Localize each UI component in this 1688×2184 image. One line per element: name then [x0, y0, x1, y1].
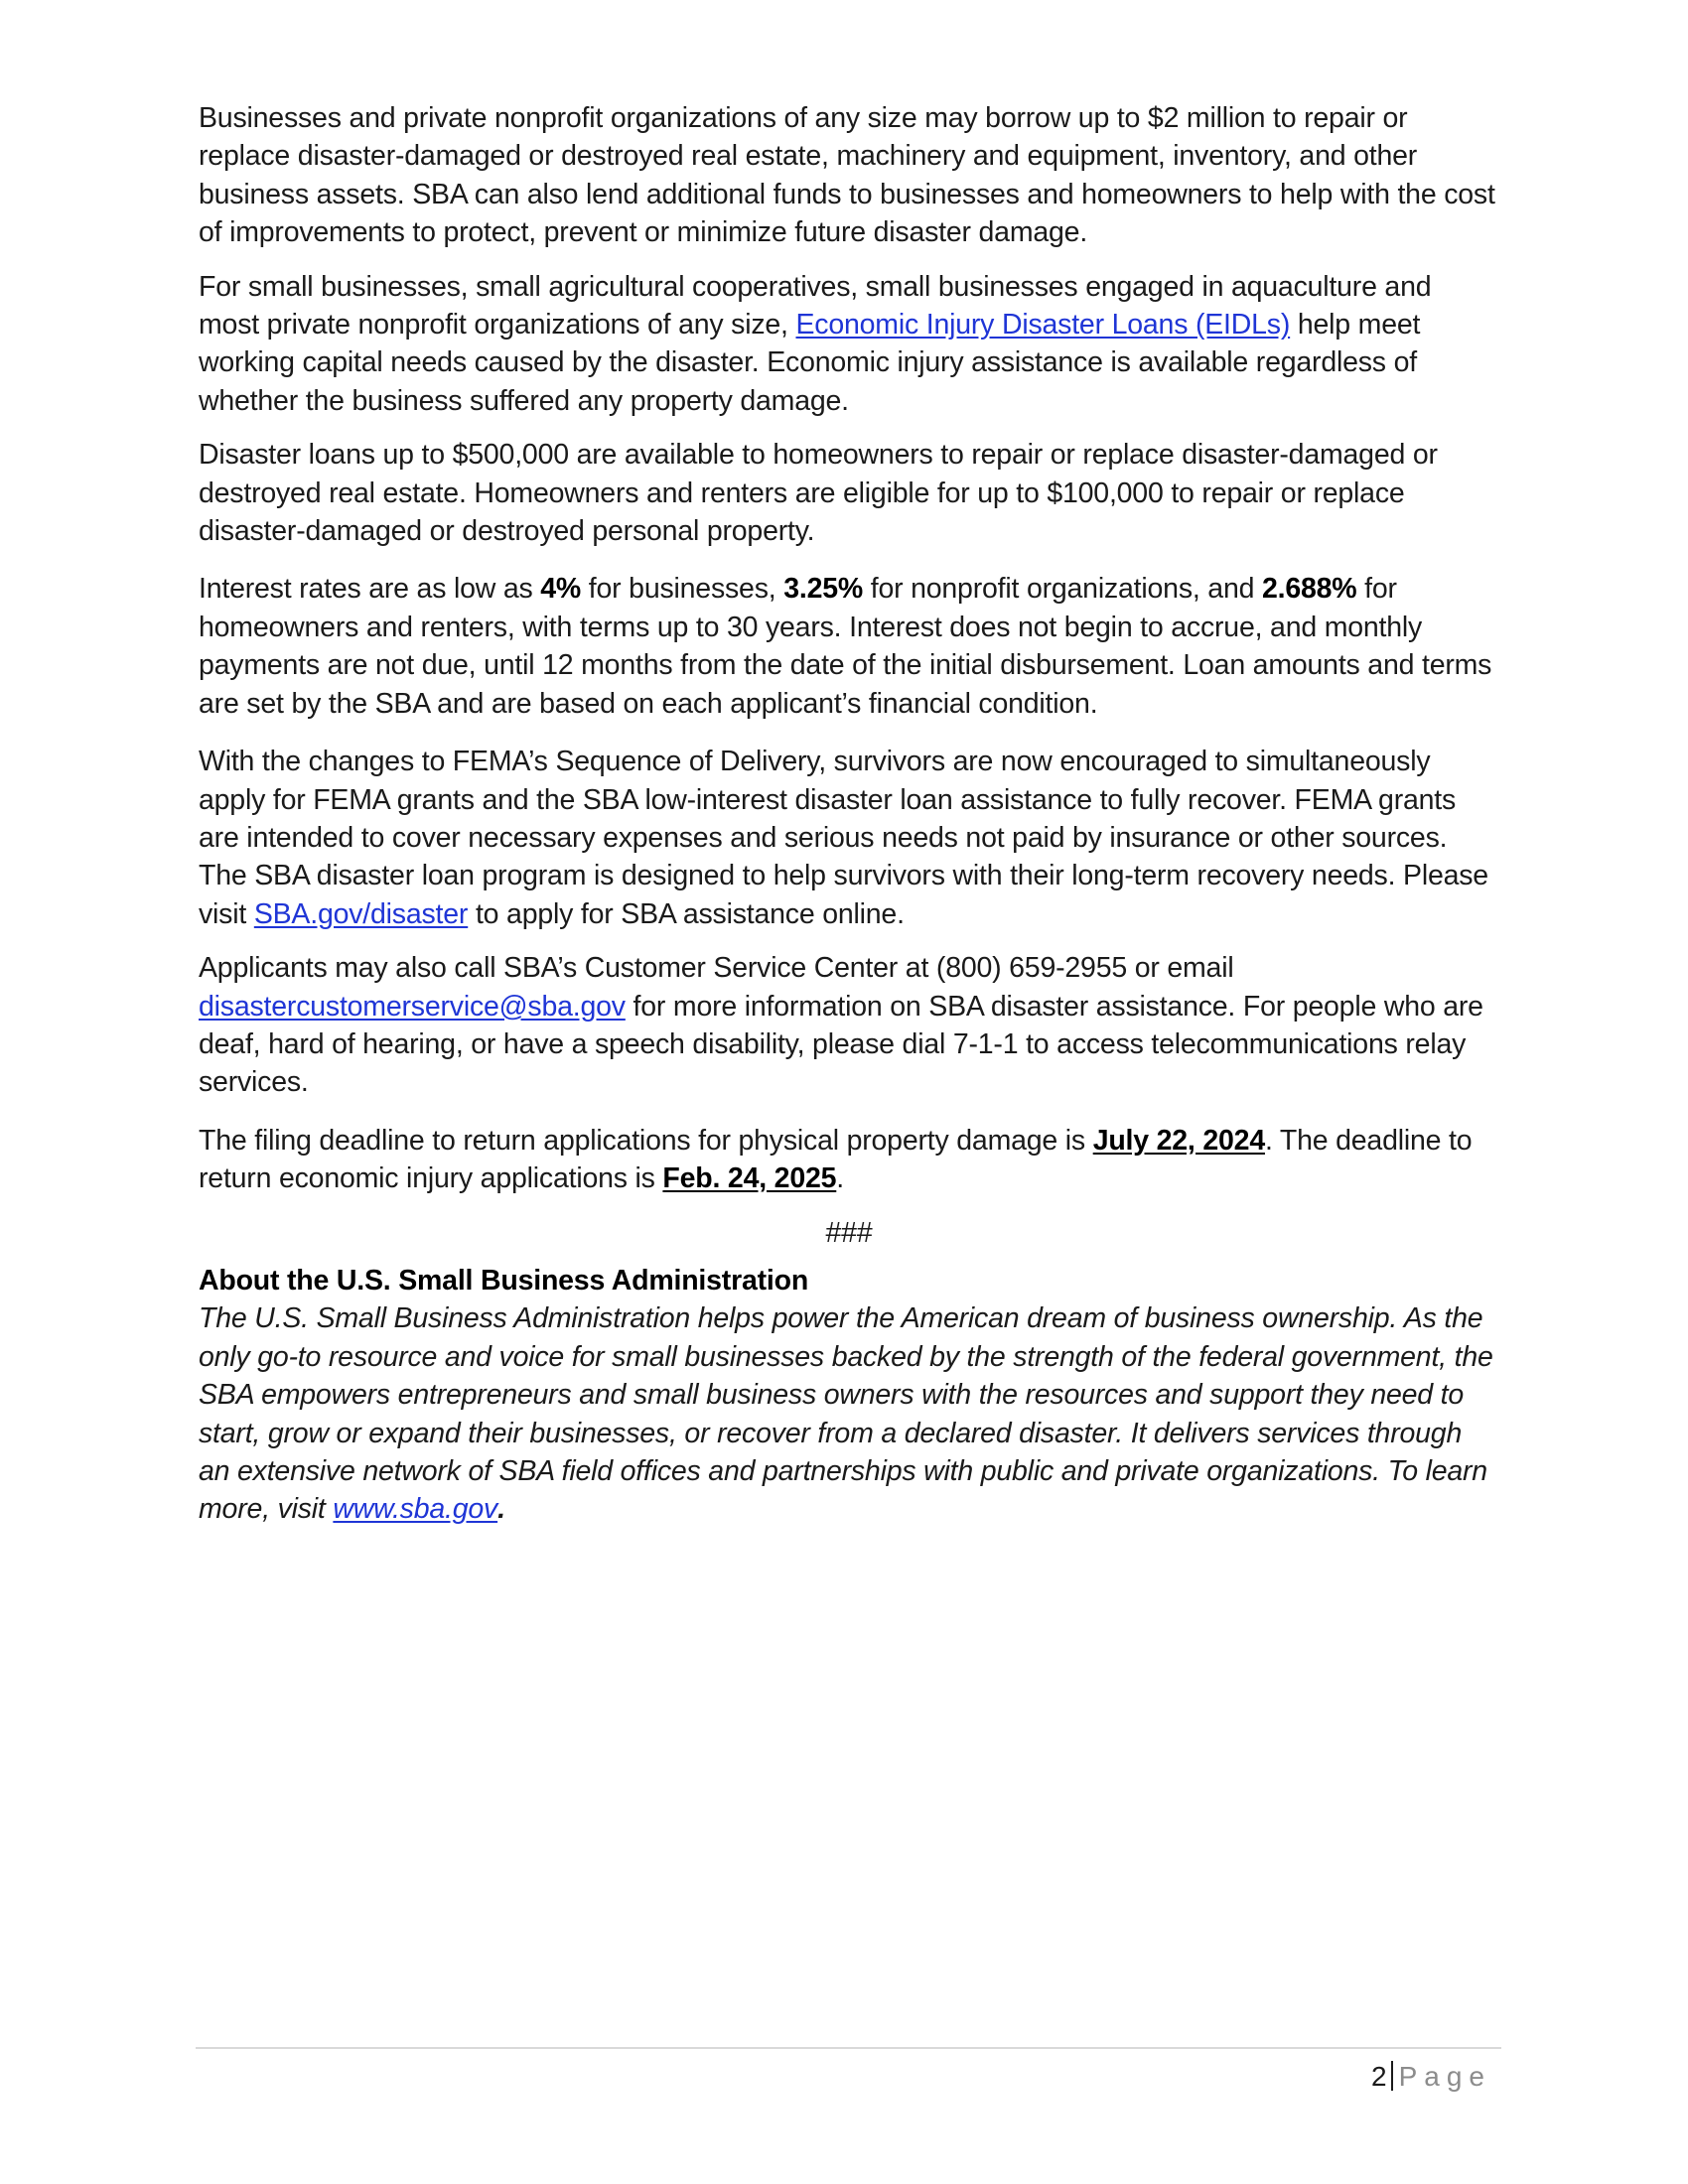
- customer-service-text-before: Applicants may also call SBA’s Customer Service Center at (800) 659-2955 or email: [199, 952, 1234, 985]
- economic-injury-deadline: Feb. 24, 2025: [662, 1162, 837, 1195]
- paragraph-eidl: [199, 268, 1499, 421]
- page-label: Page: [1398, 2061, 1491, 2092]
- end-mark: ###: [825, 1216, 873, 1249]
- fema-text-after: to apply for SBA assistance online.: [468, 897, 905, 930]
- about-end-period: .: [497, 1493, 505, 1526]
- page-footer: [1371, 2059, 1491, 2095]
- eidl-text-after: help meet working capital needs caused by the disaster. Economic injury assistance is available regardless of whether the business suffered any property damage.: [199, 309, 1421, 417]
- homeowner-rate: 2.688%: [1261, 573, 1357, 606]
- page-number-separator: [1391, 2061, 1393, 2091]
- nonprofit-rate: 3.25%: [783, 573, 864, 606]
- paragraph-business-loans: [199, 99, 1499, 252]
- customer-service-email-link[interactable]: disastercustomerservice@sba.gov: [199, 990, 626, 1023]
- business-loans-text: Businesses and private nonprofit organizations of any size may borrow up to $2 million to repair or replace disaster-damaged or destroyed real estate, machinery and equipment, inventory, and other business assets. SBA can also lend additional funds to businesses and homeowners to help with the cost of improvements to protect, prevent or minimize future disaster damage.: [199, 102, 1495, 249]
- customer-service-text-after: for more information on SBA disaster assistance. For people who are deaf, hard of hearing, or have a speech disability, please dial 7-1-1 to access telecommunications relay services.: [199, 990, 1483, 1099]
- interest-text-c: for nonprofit organizations, and: [863, 573, 1262, 606]
- about-heading: About the U.S. Small Business Administration: [199, 1264, 809, 1297]
- sba-website-link[interactable]: www.sba.gov: [333, 1493, 498, 1526]
- eidl-link[interactable]: Economic Injury Disaster Loans (EIDLs): [795, 309, 1291, 341]
- eidl-text-before: For small businesses, small agricultural cooperatives, small businesses engaged in aquaculture and most private nonprofit organizations of any size,: [199, 270, 1432, 341]
- deadline-text-a: The filing deadline to return applications for physical property damage is: [199, 1124, 1093, 1157]
- deadline-text-b: . The deadline to return economic injury applications is: [199, 1124, 1473, 1195]
- paragraph-customer-service: [199, 949, 1499, 1102]
- about-paragraph: [199, 1299, 1499, 1528]
- paragraph-fema-sequence: [199, 743, 1499, 933]
- deadline-text-c: .: [836, 1162, 844, 1195]
- interest-text-d: for homeowners and renters, with terms up to 30 years. Interest does not begin to accrue, and monthly payments are not due, until 12 months from the date of the initial disbursement. Loan amounts and terms are set by the SBA and are based on each applicant’s financial condition.: [199, 573, 1492, 720]
- sba-disaster-link[interactable]: SBA.gov/disaster: [253, 897, 469, 930]
- document-body: [199, 99, 1499, 1529]
- interest-text-b: for businesses,: [581, 573, 784, 606]
- paragraph-deadlines: [199, 1122, 1499, 1198]
- page-number: 2: [1371, 2061, 1387, 2092]
- homeowner-loans-text: Disaster loans up to $500,000 are available to homeowners to repair or replace disaster-damaged or destroyed real estate. Homeowners and renters are eligible for up to $100,000 to repair or replace disaster-damaged or destroyed personal property.: [199, 439, 1438, 548]
- fema-text-before: With the changes to FEMA’s Sequence of Delivery, survivors are now encouraged to simultaneously apply for FEMA grants and the SBA low-interest disaster loan assistance to fully recover. FEMA grants are intended to cover necessary expenses and serious needs not paid by insurance or other sources. The SBA disaster loan program is designed to help survivors with their long-term recovery needs. Please visit: [199, 746, 1488, 930]
- interest-text-a: Interest rates are as low as: [199, 573, 541, 606]
- footer-divider: [196, 2047, 1501, 2049]
- paragraph-homeowner-loans: [199, 436, 1499, 550]
- physical-damage-deadline: July 22, 2024: [1092, 1124, 1265, 1157]
- about-body-text: The U.S. Small Business Administration helps power the American dream of business ownership. As the only go-to resource and voice for small businesses backed by the strength of the federal government, the SBA empowers entrepreneurs and small business owners with the resources and support they need to start, grow or expand their businesses, or recover from a declared disaster. It delivers services through an extensive network of SBA field offices and partnerships with public and private organizations. To learn more, visit: [199, 1302, 1493, 1526]
- business-rate: 4%: [540, 573, 582, 606]
- paragraph-interest-rates: [199, 570, 1499, 723]
